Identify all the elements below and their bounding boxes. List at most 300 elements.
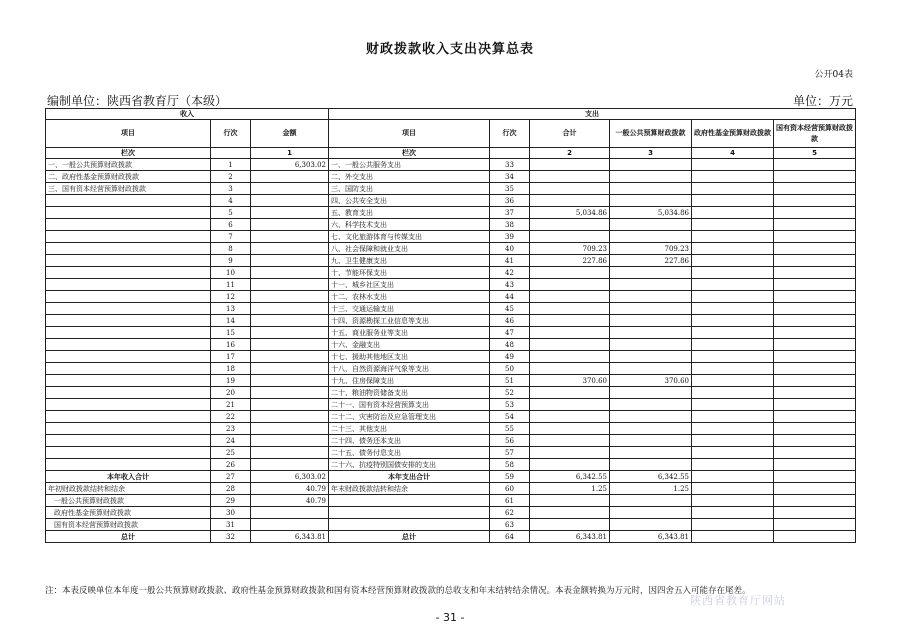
fund-budget-cell [692, 267, 774, 279]
income-amount-cell [251, 219, 329, 231]
fund-budget-cell [692, 423, 774, 435]
expense-line-cell: 41 [490, 255, 530, 267]
general-budget-cell [610, 351, 692, 363]
expense-line-cell: 45 [490, 303, 530, 315]
expense-line-cell: 42 [490, 267, 530, 279]
fund-budget-cell [692, 195, 774, 207]
table-row [46, 447, 856, 459]
expense-total-cell [530, 519, 610, 531]
table-row [46, 399, 856, 411]
table-row [46, 195, 856, 207]
expense-item-cell: 一、一般公共服务支出 [329, 159, 490, 171]
income-item-cell [46, 231, 211, 243]
table-row [46, 363, 856, 375]
state-capital-cell [774, 171, 856, 183]
expense-item-cell: 十三、交通运输支出 [329, 303, 490, 315]
expense-line-cell: 47 [490, 327, 530, 339]
expense-total-cell [530, 507, 610, 519]
income-amount-cell [251, 243, 329, 255]
expense-total-cell [530, 351, 610, 363]
fund-budget-cell [692, 447, 774, 459]
income-line-cell: 6 [211, 219, 251, 231]
income-amount-cell [251, 351, 329, 363]
income-item-cell: 年初财政拨款结转和结余 [46, 483, 211, 495]
fund-budget-cell [692, 207, 774, 219]
expense-item-cell: 二十四、债务还本支出 [329, 435, 490, 447]
table-row [46, 219, 856, 231]
income-line-cell: 1 [211, 159, 251, 171]
income-lanci-col1: 1 [251, 148, 329, 159]
table-body [46, 159, 856, 543]
state-capital-cell [774, 255, 856, 267]
expense-line-cell: 49 [490, 351, 530, 363]
income-line-cell: 23 [211, 423, 251, 435]
table-row [46, 243, 856, 255]
income-line-cell: 22 [211, 411, 251, 423]
income-item-cell [46, 423, 211, 435]
fund-budget-cell [692, 231, 774, 243]
expense-item-cell: 十七、援助其他地区支出 [329, 351, 490, 363]
table-row [46, 339, 856, 351]
table-row [46, 435, 856, 447]
form-number: 公开04表 [814, 70, 853, 80]
state-capital-cell [774, 327, 856, 339]
expense-line-cell: 38 [490, 219, 530, 231]
expense-item-cell: 二十六、抗疫特别国债安排的支出 [329, 459, 490, 471]
fund-budget-cell [692, 363, 774, 375]
table-row [46, 423, 856, 435]
income-amount-cell [251, 207, 329, 219]
general-budget-cell [610, 507, 692, 519]
general-budget-cell [610, 195, 692, 207]
fund-budget-cell [692, 243, 774, 255]
state-capital-cell [774, 411, 856, 423]
income-amount-cell [251, 267, 329, 279]
income-amount-cell [251, 183, 329, 195]
income-lanci-line [211, 148, 251, 159]
state-capital-cell [774, 471, 856, 483]
state-capital-cell [774, 507, 856, 519]
income-item-cell: 三、国有资本经营预算财政拨款 [46, 183, 211, 195]
income-item-cell [46, 195, 211, 207]
general-budget-cell [610, 423, 692, 435]
table-row [46, 303, 856, 315]
expense-total-cell: 5,034.86 [530, 207, 610, 219]
table-row [46, 231, 856, 243]
table-row [46, 183, 856, 195]
general-budget-cell: 6,342.55 [610, 471, 692, 483]
table-row [46, 159, 856, 171]
currency-unit: 单位：万元 [792, 94, 853, 108]
fund-budget-cell [692, 387, 774, 399]
income-line-cell: 32 [211, 531, 251, 543]
expense-item-cell: 年末财政拨款结转和结余 [329, 483, 490, 495]
expense-item-cell: 十六、金融支出 [329, 339, 490, 351]
expense-lanci-col2: 2 [530, 148, 610, 159]
expense-line-cell: 48 [490, 339, 530, 351]
table-row [46, 459, 856, 471]
expense-total-cell [530, 291, 610, 303]
expense-total-cell: 6,342.55 [530, 471, 610, 483]
expense-item-cell: 七、文化旅游体育与传媒支出 [329, 231, 490, 243]
expense-item-cell: 总计 [329, 531, 490, 543]
expense-item-cell [329, 519, 490, 531]
page-title: 财政拨款收入支出决算总表 [365, 42, 534, 57]
fund-budget-cell [692, 399, 774, 411]
expense-total-cell [530, 387, 610, 399]
income-section-header: 收入 [46, 109, 329, 120]
income-line-cell: 7 [211, 231, 251, 243]
general-budget-cell [610, 399, 692, 411]
income-amount-cell [251, 327, 329, 339]
general-budget-cell [610, 315, 692, 327]
table-row [46, 315, 856, 327]
expense-item-cell: 二十一、国有资本经营预算支出 [329, 399, 490, 411]
general-budget-header: 一般公共预算财政拨款 [610, 120, 692, 148]
expense-line-cell: 52 [490, 387, 530, 399]
expense-item-cell [329, 495, 490, 507]
income-amount-cell [251, 255, 329, 267]
general-budget-cell [610, 459, 692, 471]
expense-line-cell: 36 [490, 195, 530, 207]
income-amount-cell [251, 171, 329, 183]
expense-total-cell [530, 399, 610, 411]
expense-item-cell: 二、外交支出 [329, 171, 490, 183]
income-amount-cell [251, 315, 329, 327]
fund-budget-cell [692, 459, 774, 471]
table-row [46, 255, 856, 267]
table-footnote: 注：本表反映单位本年度一般公共预算财政拨款、政府性基金预算财政拨款和国有资本经营预算财政拨款的总收支和年末结转结余情况。本表金额转换为万元时，因四舍五入可能存在尾差。 [45, 586, 751, 596]
income-line-cell: 25 [211, 447, 251, 459]
expense-total-cell [530, 363, 610, 375]
income-amount-cell [251, 291, 329, 303]
income-amount-cell [251, 399, 329, 411]
general-budget-cell [610, 267, 692, 279]
income-amount-cell [251, 363, 329, 375]
expense-item-cell: 八、社会保障和就业支出 [329, 243, 490, 255]
expense-total-cell [530, 327, 610, 339]
expense-total-cell [530, 303, 610, 315]
state-capital-cell [774, 351, 856, 363]
expense-item-cell: 十八、自然资源海洋气象等支出 [329, 363, 490, 375]
expense-item-header: 项目 [329, 120, 490, 148]
state-capital-cell [774, 531, 856, 543]
state-capital-cell [774, 267, 856, 279]
general-budget-cell: 1.25 [610, 483, 692, 495]
state-capital-cell [774, 279, 856, 291]
income-item-cell: 一般公共预算财政拨款 [46, 495, 211, 507]
income-item-cell [46, 447, 211, 459]
income-item-cell: 一、一般公共预算财政拨款 [46, 159, 211, 171]
expense-item-cell: 本年支出合计 [329, 471, 490, 483]
expense-line-cell: 58 [490, 459, 530, 471]
general-budget-cell [610, 495, 692, 507]
table-row [46, 171, 856, 183]
income-line-cell: 9 [211, 255, 251, 267]
income-line-cell: 19 [211, 375, 251, 387]
expense-item-cell: 二十二、灾害防治及应急管理支出 [329, 411, 490, 423]
income-line-cell: 15 [211, 327, 251, 339]
expense-total-cell [530, 435, 610, 447]
fund-budget-cell [692, 495, 774, 507]
income-line-cell: 18 [211, 363, 251, 375]
expense-line-cell: 37 [490, 207, 530, 219]
expense-line-cell: 39 [490, 231, 530, 243]
income-item-cell [46, 267, 211, 279]
income-item-cell: 政府性基金预算财政拨款 [46, 507, 211, 519]
expense-line-cell: 51 [490, 375, 530, 387]
state-capital-cell [774, 459, 856, 471]
expense-line-cell: 57 [490, 447, 530, 459]
expense-total-cell: 1.25 [530, 483, 610, 495]
table-row [46, 279, 856, 291]
state-capital-cell [774, 399, 856, 411]
income-amount-cell [251, 279, 329, 291]
income-item-cell [46, 339, 211, 351]
expense-line-cell: 33 [490, 159, 530, 171]
expense-line-cell: 61 [490, 495, 530, 507]
income-amount-cell [251, 411, 329, 423]
expense-total-cell [530, 411, 610, 423]
general-budget-cell [610, 327, 692, 339]
expense-item-cell: 十五、商业服务业等支出 [329, 327, 490, 339]
income-line-cell: 13 [211, 303, 251, 315]
expense-total-cell [530, 267, 610, 279]
fund-budget-cell [692, 159, 774, 171]
column-index-row [46, 148, 856, 159]
expense-item-cell: 十二、农林水支出 [329, 291, 490, 303]
expense-total-cell [530, 219, 610, 231]
income-item-cell [46, 375, 211, 387]
general-budget-cell [610, 339, 692, 351]
state-capital-cell [774, 423, 856, 435]
general-budget-cell [610, 231, 692, 243]
fund-budget-cell [692, 183, 774, 195]
expense-total-cell [530, 159, 610, 171]
table-row [46, 471, 856, 483]
expense-item-cell: 九、卫生健康支出 [329, 255, 490, 267]
income-line-cell: 5 [211, 207, 251, 219]
expense-item-cell: 五、教育支出 [329, 207, 490, 219]
income-item-cell: 总计 [46, 531, 211, 543]
expense-item-cell: 二十五、债务付息支出 [329, 447, 490, 459]
table-row [46, 411, 856, 423]
budget-summary-table [45, 108, 856, 543]
income-amount-cell: 6,303.02 [251, 159, 329, 171]
income-item-cell [46, 255, 211, 267]
income-item-cell: 国有资本经营预算财政拨款 [46, 519, 211, 531]
income-line-cell: 30 [211, 507, 251, 519]
expense-total-cell [530, 183, 610, 195]
income-line-cell: 29 [211, 495, 251, 507]
state-capital-cell [774, 315, 856, 327]
general-budget-cell [610, 159, 692, 171]
income-line-cell: 27 [211, 471, 251, 483]
fund-budget-cell [692, 483, 774, 495]
expense-line-header: 行次 [490, 120, 530, 148]
state-capital-cell [774, 219, 856, 231]
income-amount-cell [251, 447, 329, 459]
expense-line-cell: 43 [490, 279, 530, 291]
expense-line-cell: 46 [490, 315, 530, 327]
expense-item-cell: 十四、资源勘探工业信息等支出 [329, 315, 490, 327]
table-row [46, 207, 856, 219]
income-amount-cell [251, 195, 329, 207]
state-capital-cell [774, 195, 856, 207]
state-capital-cell [774, 231, 856, 243]
state-capital-cell [774, 339, 856, 351]
income-amount-cell [251, 459, 329, 471]
expense-lanci-col3: 3 [610, 148, 692, 159]
state-capital-cell [774, 291, 856, 303]
expense-item-cell [329, 507, 490, 519]
expense-total-cell [530, 171, 610, 183]
general-budget-cell: 6,343.81 [610, 531, 692, 543]
income-amount-cell: 40.79 [251, 495, 329, 507]
state-capital-header: 国有资本经营预算财政拨款 [774, 120, 856, 148]
table-row [46, 267, 856, 279]
expense-lanci-col4: 4 [692, 148, 774, 159]
income-line-cell: 14 [211, 315, 251, 327]
income-amount-cell [251, 519, 329, 531]
income-amount-cell [251, 231, 329, 243]
expense-total-cell: 227.86 [530, 255, 610, 267]
general-budget-cell: 5,034.86 [610, 207, 692, 219]
income-item-cell: 二、政府性基金预算财政拨款 [46, 171, 211, 183]
state-capital-cell [774, 495, 856, 507]
expense-item-cell: 二十三、其他支出 [329, 423, 490, 435]
income-amount-cell [251, 375, 329, 387]
income-line-cell: 8 [211, 243, 251, 255]
income-item-cell [46, 291, 211, 303]
state-capital-cell [774, 387, 856, 399]
expense-line-cell: 62 [490, 507, 530, 519]
expense-line-cell: 59 [490, 471, 530, 483]
fund-budget-cell [692, 351, 774, 363]
income-item-cell [46, 315, 211, 327]
state-capital-cell [774, 243, 856, 255]
general-budget-cell [610, 363, 692, 375]
income-lanci-label: 栏次 [46, 148, 211, 159]
general-budget-cell [610, 279, 692, 291]
expense-total-cell [530, 315, 610, 327]
fund-budget-header: 政府性基金预算财政拨款 [692, 120, 774, 148]
income-amount-header: 金额 [251, 120, 329, 148]
income-item-cell [46, 279, 211, 291]
state-capital-cell [774, 183, 856, 195]
expense-item-cell: 十九、住房保障支出 [329, 375, 490, 387]
fund-budget-cell [692, 171, 774, 183]
expense-total-cell: 709.23 [530, 243, 610, 255]
income-amount-cell [251, 303, 329, 315]
general-budget-cell [610, 435, 692, 447]
expense-total-cell [530, 195, 610, 207]
expense-lanci-col5: 5 [774, 148, 856, 159]
expense-line-cell: 56 [490, 435, 530, 447]
income-item-header: 项目 [46, 120, 211, 148]
income-line-cell: 16 [211, 339, 251, 351]
expense-total-cell [530, 447, 610, 459]
fund-budget-cell [692, 411, 774, 423]
expense-line-cell: 50 [490, 363, 530, 375]
income-item-cell [46, 411, 211, 423]
fund-budget-cell [692, 303, 774, 315]
expense-line-cell: 54 [490, 411, 530, 423]
expense-section-header: 支出 [329, 109, 856, 120]
income-amount-cell: 40.79 [251, 483, 329, 495]
general-budget-cell: 227.86 [610, 255, 692, 267]
income-item-cell [46, 219, 211, 231]
table-row [46, 291, 856, 303]
general-budget-cell [610, 183, 692, 195]
fund-budget-cell [692, 375, 774, 387]
general-budget-cell [610, 387, 692, 399]
income-line-cell: 11 [211, 279, 251, 291]
expense-line-cell: 64 [490, 531, 530, 543]
income-item-cell [46, 399, 211, 411]
fund-budget-cell [692, 279, 774, 291]
expense-item-cell: 十、节能环保支出 [329, 267, 490, 279]
table-row [46, 507, 856, 519]
income-line-cell: 3 [211, 183, 251, 195]
income-line-cell: 12 [211, 291, 251, 303]
income-line-cell: 28 [211, 483, 251, 495]
expense-total-cell [530, 279, 610, 291]
expense-total-cell [530, 423, 610, 435]
income-item-cell [46, 387, 211, 399]
table-row [46, 483, 856, 495]
table-row [46, 387, 856, 399]
state-capital-cell [774, 435, 856, 447]
page-number: - 31 - [435, 611, 465, 624]
expense-line-cell: 44 [490, 291, 530, 303]
income-amount-cell [251, 435, 329, 447]
expense-item-cell: 六、科学技术支出 [329, 219, 490, 231]
income-item-cell: 本年收入合计 [46, 471, 211, 483]
state-capital-cell [774, 447, 856, 459]
general-budget-cell [610, 303, 692, 315]
expense-total-header: 合计 [530, 120, 610, 148]
income-line-cell: 31 [211, 519, 251, 531]
state-capital-cell [774, 159, 856, 171]
expense-total-cell [530, 459, 610, 471]
income-item-cell [46, 363, 211, 375]
income-amount-cell [251, 387, 329, 399]
header-row-columns [46, 120, 856, 148]
reporting-unit: 编制单位：陕西省教育厅（本级） [47, 94, 228, 108]
expense-item-cell: 二十、粮油物资储备支出 [329, 387, 490, 399]
income-item-cell [46, 207, 211, 219]
site-watermark: 陕西省教育厅网站 [690, 594, 786, 607]
income-line-cell: 2 [211, 171, 251, 183]
income-amount-cell [251, 423, 329, 435]
expense-item-cell: 十一、城乡社区支出 [329, 279, 490, 291]
state-capital-cell [774, 483, 856, 495]
fund-budget-cell [692, 435, 774, 447]
income-line-cell: 26 [211, 459, 251, 471]
state-capital-cell [774, 207, 856, 219]
income-line-cell: 21 [211, 399, 251, 411]
expense-line-cell: 40 [490, 243, 530, 255]
state-capital-cell [774, 303, 856, 315]
expense-line-cell: 34 [490, 171, 530, 183]
expense-line-cell: 53 [490, 399, 530, 411]
income-item-cell [46, 459, 211, 471]
fund-budget-cell [692, 255, 774, 267]
fund-budget-cell [692, 507, 774, 519]
general-budget-cell [610, 171, 692, 183]
table-row [46, 351, 856, 363]
